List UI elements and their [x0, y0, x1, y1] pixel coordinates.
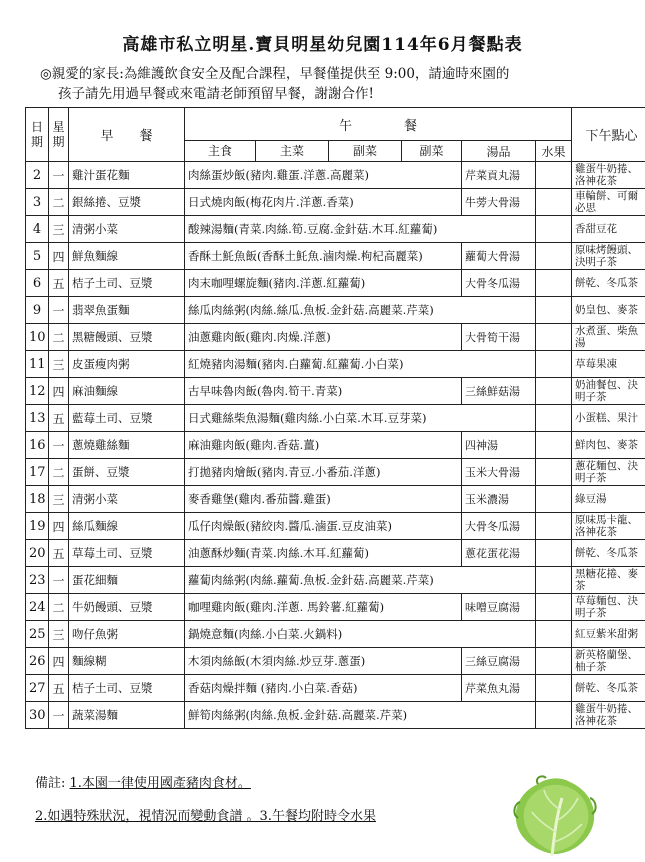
lunch-cell: 蘿蔔肉絲粥(肉絲.蘿蔔.魚板.金針菇.高麗菜.芹菜): [185, 567, 536, 594]
weekday-cell: 三: [49, 351, 69, 378]
lunch-cell: 香酥土魠魚飯(香酥土魠魚.滷肉燥.枸杞高麗菜): [185, 243, 462, 270]
soup-cell: 玉米濃湯: [462, 486, 536, 513]
day-cell: 23: [26, 567, 49, 594]
menu-row: [26, 351, 645, 378]
header-main-dish: 主菜: [256, 141, 329, 161]
lunch-cell: 咖哩雞肉飯(雞肉.洋蔥. 馬鈴薯.紅蘿蔔): [185, 594, 462, 621]
soup-cell: 芹菜貢丸湯: [462, 162, 536, 189]
menu-row: [26, 432, 645, 459]
soup-cell: 味噌豆腐湯: [462, 594, 536, 621]
lunch-cell: 木須肉絲飯(木須肉絲.炒豆芽.蔥蛋): [185, 648, 462, 675]
day-cell: 30: [26, 702, 49, 729]
day-cell: 10: [26, 324, 49, 351]
lunch-cell: 瓜仔肉燥飯(豬絞肉.醬瓜.滷蛋.豆皮油菜): [185, 513, 462, 540]
notice-line-2: 孩子請先用過早餐或來電請老師預留早餐，謝謝合作!: [58, 86, 374, 102]
header-breakfast: 早 餐: [69, 108, 185, 162]
menu-row: [26, 594, 645, 621]
day-cell: 26: [26, 648, 49, 675]
lunch-cell: 打拋豬肉燴飯(豬肉.青豆.小番茄.洋蔥): [185, 459, 462, 486]
snack-cell: 餅乾、冬瓜茶: [572, 540, 645, 567]
fruit-cell: [536, 378, 572, 405]
header-side-dish-2: 副菜: [419, 144, 444, 158]
lunch-cell: 鮮筍肉絲粥(肉絲.魚板.金針菇.高麗菜.芹菜): [185, 702, 536, 729]
soup-cell: 牛蒡大骨湯: [462, 189, 536, 216]
fruit-cell: [536, 648, 572, 675]
snack-cell: 雞蛋牛奶捲、洛神花茶: [572, 162, 645, 189]
snack-cell: 紅豆紫米甜粥: [572, 621, 645, 648]
lunch-cell: 鍋燒意麵(肉絲.小白菜.火鍋料): [185, 621, 536, 648]
day-cell: 20: [26, 540, 49, 567]
day-cell: 13: [26, 405, 49, 432]
snack-cell: 原味馬卡龍、洛神花茶: [572, 513, 645, 540]
day-cell: 2: [26, 162, 49, 189]
header-lunch-sub: [185, 141, 462, 162]
header-fruit: 水果: [536, 141, 572, 162]
snack-cell: 香甜豆花: [572, 216, 645, 243]
breakfast-cell: 牛奶饅頭、豆漿: [69, 594, 185, 621]
snack-cell: 草莓果凍: [572, 351, 645, 378]
menu-row: [26, 486, 645, 513]
menu-table: [25, 107, 645, 729]
menu-row: [26, 567, 645, 594]
weekday-cell: 二: [49, 459, 69, 486]
lunch-cell: 酸辣湯麵(青菜.肉絲.筍.豆腐.金針菇.木耳.紅蘿蔔): [185, 216, 536, 243]
snack-cell: 奶皇包、麥茶: [572, 297, 645, 324]
day-cell: 27: [26, 675, 49, 702]
day-cell: 3: [26, 189, 49, 216]
fruit-cell: [536, 351, 572, 378]
header-side-dish-1: 副菜: [329, 141, 402, 161]
breakfast-cell: 麻油麵線: [69, 378, 185, 405]
day-cell: 17: [26, 459, 49, 486]
breakfast-cell: 蔬菜湯麵: [69, 702, 185, 729]
notice: [40, 64, 620, 104]
page-title: 高雄市私立明星.寶貝明星幼兒園114年6月餐點表: [122, 35, 523, 55]
day-cell: 18: [26, 486, 49, 513]
soup-cell: 大骨筍干湯: [462, 324, 536, 351]
breakfast-cell: 蔥燒雞絲麵: [69, 432, 185, 459]
notice-line-1: ◎親愛的家長:為維護飲食安全及配合課程，早餐僅提供至 9:00，請逾時來園的: [40, 66, 510, 82]
weekday-cell: 二: [49, 594, 69, 621]
weekday-cell: 五: [49, 270, 69, 297]
day-cell: 5: [26, 243, 49, 270]
fruit-cell: [536, 324, 572, 351]
fruit-cell: [536, 270, 572, 297]
lunch-cell: 古早味魯肉飯(魯肉.筍干.青菜): [185, 378, 462, 405]
footer-note-2: [35, 805, 376, 824]
snack-cell: 黑糖花捲、麥茶: [572, 567, 645, 594]
fruit-cell: [536, 162, 572, 189]
lunch-cell: 麻油雞肉飯(雞肉.香菇.薑): [185, 432, 462, 459]
soup-cell: 大骨冬瓜湯: [462, 513, 536, 540]
breakfast-cell: 鮮魚麵線: [69, 243, 185, 270]
breakfast-cell: 清粥小菜: [69, 216, 185, 243]
header-soup: 湯品: [462, 141, 536, 162]
lunch-cell: 麥香雞堡(雞肉.番茄醬.雞蛋): [185, 486, 462, 513]
menu-row: [26, 162, 645, 189]
header-lunch: 午 餐: [185, 108, 572, 141]
fruit-cell: [536, 243, 572, 270]
snack-cell: 奶油餐包、決明子茶: [572, 378, 645, 405]
snack-cell: 鮮肉包、麥茶: [572, 432, 645, 459]
header-staple: 主食: [185, 141, 256, 161]
breakfast-cell: 皮蛋瘦肉粥: [69, 351, 185, 378]
weekday-cell: 四: [49, 648, 69, 675]
snack-cell: 原味烤饅頭、決明子茶: [572, 243, 645, 270]
menu-row: [26, 270, 645, 297]
weekday-cell: 二: [49, 324, 69, 351]
snack-cell: 綠豆湯: [572, 486, 645, 513]
breakfast-cell: 麵線糊: [69, 648, 185, 675]
fruit-cell: [536, 594, 572, 621]
weekday-cell: 三: [49, 486, 69, 513]
lunch-cell: 油蔥酥炒麵(青菜.肉絲.木耳.紅蘿蔔): [185, 540, 462, 567]
snack-cell: 草莓麵包、決明子茶: [572, 594, 645, 621]
menu-row: [26, 702, 645, 729]
breakfast-cell: 桔子土司、豆漿: [69, 675, 185, 702]
footer-note-2-text: 2.如遇特殊狀況，視情況而變動食譜 。3.午餐均附時令水果: [35, 809, 376, 824]
day-cell: 12: [26, 378, 49, 405]
snack-cell: 蔥花麵包、決明子茶: [572, 459, 645, 486]
fruit-cell: [536, 675, 572, 702]
lettuce-leaf-icon: [508, 774, 600, 858]
fruit-cell: [536, 567, 572, 594]
weekday-cell: 四: [49, 243, 69, 270]
fruit-cell: [536, 486, 572, 513]
fruit-cell: [536, 216, 572, 243]
breakfast-cell: 蛋餅、豆漿: [69, 459, 185, 486]
snack-cell: 水煮蛋、柴魚湯: [572, 324, 645, 351]
fruit-cell: [536, 702, 572, 729]
day-cell: 19: [26, 513, 49, 540]
fruit-cell: [536, 459, 572, 486]
header-afternoon-snack: 下午點心: [572, 108, 645, 162]
weekday-cell: 五: [49, 540, 69, 567]
weekday-cell: 二: [49, 189, 69, 216]
lunch-cell: 油蔥雞肉飯(雞肉.肉燥.洋蔥): [185, 324, 462, 351]
soup-cell: 玉米大骨湯: [462, 459, 536, 486]
weekday-cell: 四: [49, 378, 69, 405]
lunch-cell: 肉絲蛋炒飯(豬肉.雞蛋.洋蔥.高麗菜): [185, 162, 462, 189]
soup-cell: 芹菜魚丸湯: [462, 675, 536, 702]
menu-row: [26, 513, 645, 540]
soup-cell: 蘿蔔大骨湯: [462, 243, 536, 270]
weekday-cell: 四: [49, 513, 69, 540]
menu-row: [26, 405, 645, 432]
fruit-cell: [536, 540, 572, 567]
lunch-cell: 絲瓜肉絲粥(肉絲.絲瓜.魚板.金針菇.高麗菜.芹菜): [185, 297, 536, 324]
fruit-cell: [536, 405, 572, 432]
fruit-cell: [536, 621, 572, 648]
breakfast-cell: 藍莓土司、豆漿: [69, 405, 185, 432]
breakfast-cell: 吻仔魚粥: [69, 621, 185, 648]
lunch-cell: 肉末咖哩螺旋麵(豬肉.洋蔥.紅蘿蔔): [185, 270, 462, 297]
header-day: 日期: [26, 108, 49, 162]
menu-row: [26, 675, 645, 702]
fruit-cell: [536, 189, 572, 216]
footer-note-1: [35, 772, 251, 791]
menu-row: [26, 459, 645, 486]
fruit-cell: [536, 513, 572, 540]
snack-cell: 新英格蘭堡、柚子茶: [572, 648, 645, 675]
lunch-cell: 日式雞絲柴魚湯麵(雞肉絲.小白菜.木耳.豆芽菜): [185, 405, 536, 432]
breakfast-cell: 雞汁蛋花麵: [69, 162, 185, 189]
weekday-cell: 三: [49, 216, 69, 243]
soup-cell: 蔥花蛋花湯: [462, 540, 536, 567]
menu-row: [26, 378, 645, 405]
snack-cell: 餅乾、冬瓜茶: [572, 270, 645, 297]
day-cell: 4: [26, 216, 49, 243]
weekday-cell: 一: [49, 567, 69, 594]
weekday-cell: 一: [49, 162, 69, 189]
weekday-cell: 三: [49, 621, 69, 648]
fruit-cell: [536, 432, 572, 459]
fruit-cell: [536, 297, 572, 324]
day-cell: 16: [26, 432, 49, 459]
soup-cell: 三絲鮮菇湯: [462, 378, 536, 405]
breakfast-cell: 桔子土司、豆漿: [69, 270, 185, 297]
lunch-cell: 紅燒豬肉湯麵(豬肉.白蘿蔔.紅蘿蔔.小白菜): [185, 351, 536, 378]
soup-cell: 四神湯: [462, 432, 536, 459]
lunch-cell: 日式燒肉飯(梅花肉片.洋蔥.香菜): [185, 189, 462, 216]
menu-row: [26, 189, 645, 216]
menu-row: [26, 297, 645, 324]
weekday-cell: 一: [49, 702, 69, 729]
footer-label: 備註:: [35, 776, 66, 791]
day-cell: 24: [26, 594, 49, 621]
soup-cell: 大骨冬瓜湯: [462, 270, 536, 297]
weekday-cell: 一: [49, 432, 69, 459]
weekday-cell: 五: [49, 675, 69, 702]
snack-cell: 餅乾、冬瓜茶: [572, 675, 645, 702]
snack-cell: 車輪餅、可爾必思: [572, 189, 645, 216]
menu-row: [26, 324, 645, 351]
snack-cell: 雞蛋牛奶捲、洛神花茶: [572, 702, 645, 729]
menu-row: [26, 540, 645, 567]
menu-row: [26, 621, 645, 648]
header-weekday: 星期: [49, 108, 69, 162]
breakfast-cell: 銀絲捲、豆漿: [69, 189, 185, 216]
day-cell: 25: [26, 621, 49, 648]
footer-note-1-text: 1.本園一律使用國產豬肉食材。: [69, 776, 251, 791]
day-cell: 11: [26, 351, 49, 378]
breakfast-cell: 蛋花細麵: [69, 567, 185, 594]
breakfast-cell: 草莓土司、豆漿: [69, 540, 185, 567]
lunch-cell: 香菇肉燥拌麵 (豬肉.小白菜.香菇): [185, 675, 462, 702]
soup-cell: 三絲豆腐湯: [462, 648, 536, 675]
breakfast-cell: 翡翠魚蛋麵: [69, 297, 185, 324]
breakfast-cell: 清粥小菜: [69, 486, 185, 513]
weekday-cell: 五: [49, 405, 69, 432]
weekday-cell: 一: [49, 297, 69, 324]
menu-row: [26, 216, 645, 243]
day-cell: 6: [26, 270, 49, 297]
menu-row: [26, 243, 645, 270]
breakfast-cell: 黑糖饅頭、豆漿: [69, 324, 185, 351]
day-cell: 9: [26, 297, 49, 324]
snack-cell: 小蛋糕、果汁: [572, 405, 645, 432]
breakfast-cell: 絲瓜麵線: [69, 513, 185, 540]
menu-body: [26, 162, 645, 729]
menu-row: [26, 648, 645, 675]
